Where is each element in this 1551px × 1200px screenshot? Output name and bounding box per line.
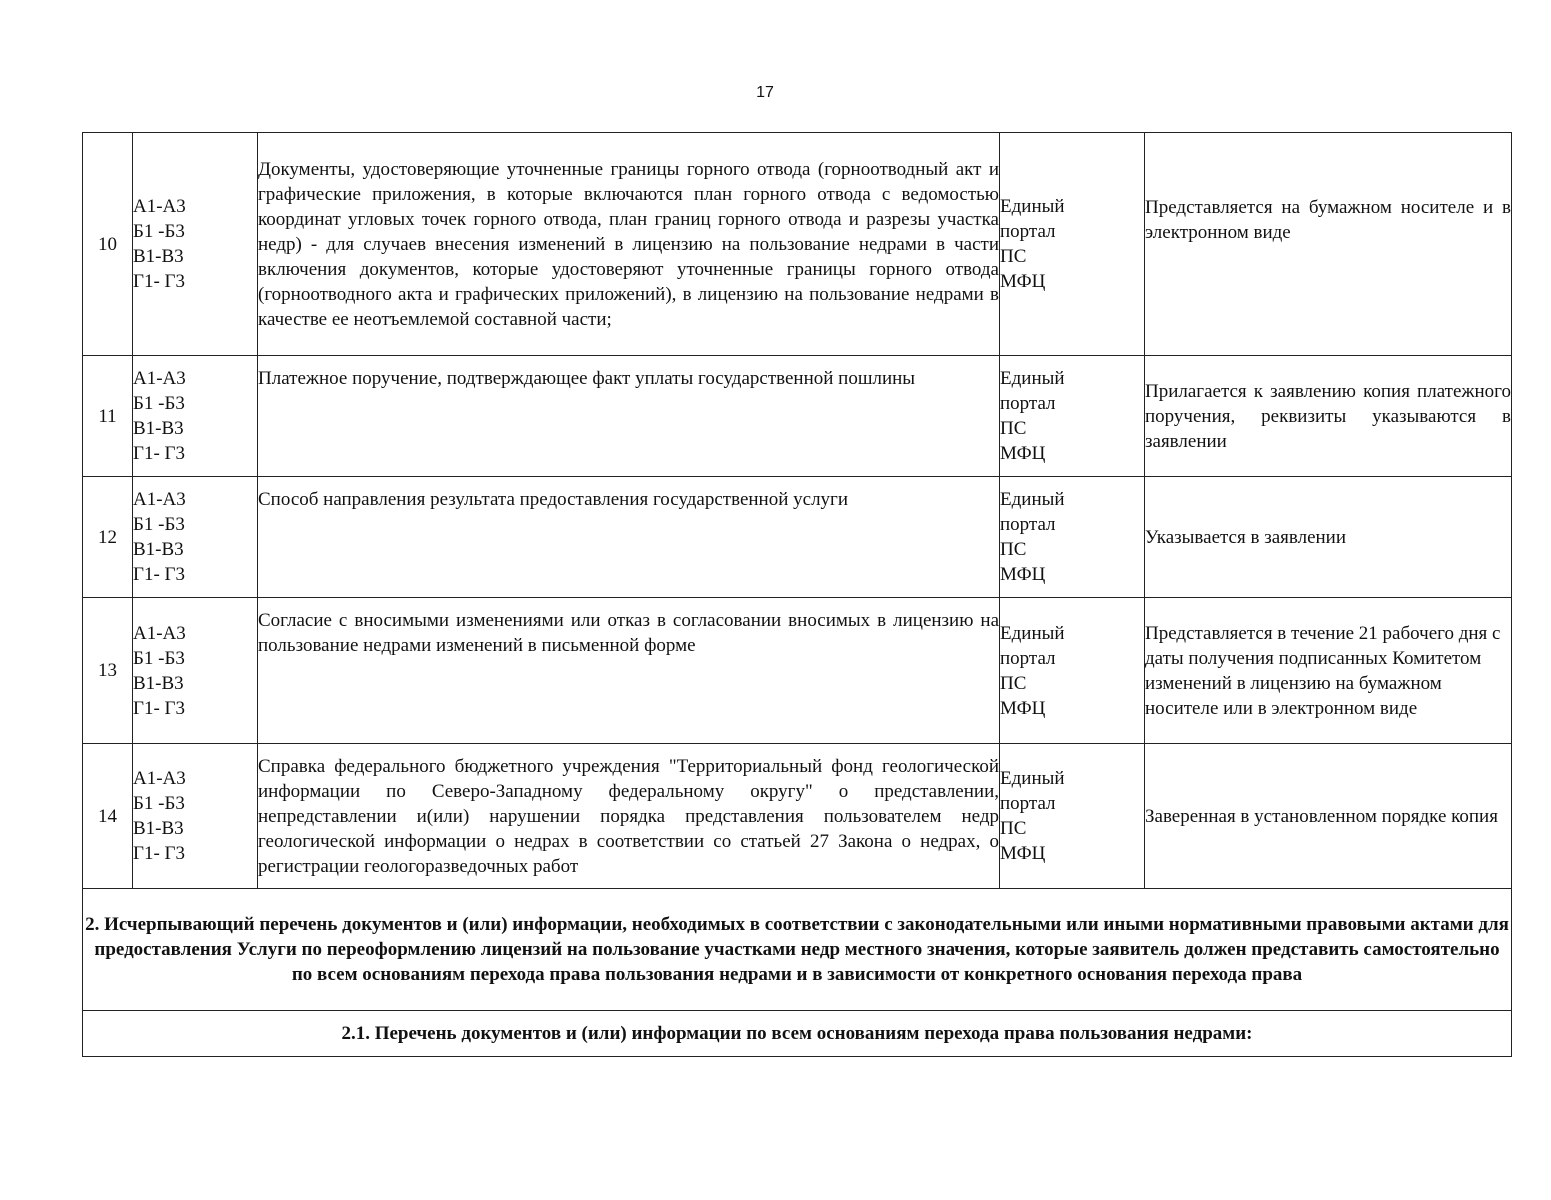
table-row — [83, 477, 1512, 598]
applicant-codes — [133, 598, 258, 744]
code-b: Б1 -Б3 — [133, 514, 185, 535]
row-number: 13 — [83, 598, 133, 744]
channel-unified: Единый — [1000, 368, 1065, 389]
code-a: А1-А3 — [133, 196, 186, 217]
channel-mfc: МФЦ — [1000, 564, 1046, 585]
row-number: 10 — [83, 133, 133, 356]
submission-note: Представляется в течение 21 рабочего дня с даты получения подписанных Комитетом изменений в лицензию на бумажном носителе или в электронном виде — [1145, 598, 1512, 744]
submission-channels — [1000, 356, 1145, 477]
channel-mfc: МФЦ — [1000, 443, 1046, 464]
code-a: А1-А3 — [133, 368, 186, 389]
channel-ps: ПС — [1000, 818, 1027, 839]
channel-unified: Единый — [1000, 768, 1065, 789]
code-g: Г1- Г3 — [133, 271, 186, 292]
channel-mfc: МФЦ — [1000, 271, 1046, 292]
submission-note: Представляется на бумажном носителе и в электронном виде — [1145, 133, 1512, 356]
applicant-codes — [133, 744, 258, 889]
submission-note: Заверенная в установленном порядке копия — [1145, 744, 1512, 889]
channel-ps: ПС — [1000, 418, 1027, 439]
section-heading: 2. Исчерпывающий перечень документов и (или) информации, необходимых в соответствии с законодательными или иными нормативными правовыми актами для предоставления Услуги по переоформлению лицензий на пользование участками недр местного значения, которые заявитель должен представить самостоятельно по всем основаниям перехода права пользования недрами и в зависимости от конкретного основания перехода права — [83, 889, 1512, 1011]
applicant-codes — [133, 133, 258, 356]
document-description: Согласие с вносимыми изменениями или отказ в согласовании вносимых в лицензию на пользование недрами изменений в письменной форме — [258, 598, 1000, 744]
page-number: 17 — [756, 84, 774, 101]
code-g: Г1- Г3 — [133, 843, 186, 864]
document-description: Документы, удостоверяющие уточненные границы горного отвода (горноотводный акт и графические приложения, в которые включаются план горного отвода с ведомостью координат угловых точек горного отвода, план границ горного отвода и разрезы участка недр) - для случаев внесения изменений в лицензию на пользование недрами в части включения документов, которые удостоверяют уточненные границы горного отвода (горноотводного акта и графических приложений), в лицензию на пользование недрами в качестве ее неотъемлемой составной части; — [258, 133, 1000, 356]
applicant-codes — [133, 477, 258, 598]
submission-channels — [1000, 598, 1145, 744]
channel-unified: Единый — [1000, 489, 1065, 510]
channel-portal: портал — [1000, 514, 1056, 535]
code-v: В1-В3 — [133, 539, 184, 560]
channel-mfc: МФЦ — [1000, 843, 1046, 864]
channel-portal: портал — [1000, 647, 1056, 669]
table-row — [83, 598, 1512, 744]
channel-ps: ПС — [1000, 672, 1027, 694]
channel-portal: портал — [1000, 221, 1056, 242]
code-v: В1-В3 — [133, 418, 184, 439]
channel-ps: ПС — [1000, 539, 1027, 560]
code-g: Г1- Г3 — [133, 564, 186, 585]
document-description: Справка федерального бюджетного учреждения "Территориальный фонд геологической информации по Северо-Западному федеральному округу" о представлении, непредставлении и(или) нарушении порядка представления пользователем недр геологической информации о недрах в соответствии со статьей 27 Закона о недрах, о регистрации геологоразведочных работ — [258, 744, 1000, 889]
code-b: Б1 -Б3 — [133, 221, 185, 242]
table-row — [83, 356, 1512, 477]
code-v: В1-В3 — [133, 246, 184, 267]
document-description: Платежное поручение, подтверждающее факт уплаты государственной пошлины — [258, 356, 1000, 477]
row-number: 12 — [83, 477, 133, 598]
row-number: 11 — [83, 356, 133, 477]
code-v: В1-В3 — [133, 672, 184, 694]
channel-portal: портал — [1000, 393, 1056, 414]
submission-note: Указывается в заявлении — [1145, 477, 1512, 598]
section-row — [83, 889, 1512, 1011]
channel-unified: Единый — [1000, 196, 1065, 217]
code-a: А1-А3 — [133, 622, 186, 644]
code-b: Б1 -Б3 — [133, 393, 185, 414]
channel-portal: портал — [1000, 793, 1056, 814]
subsection-row — [83, 1011, 1512, 1057]
code-a: А1-А3 — [133, 489, 186, 510]
submission-channels — [1000, 744, 1145, 889]
code-g: Г1- Г3 — [133, 443, 186, 464]
table-row — [83, 133, 1512, 356]
applicant-codes — [133, 356, 258, 477]
row-number: 14 — [83, 744, 133, 889]
submission-channels — [1000, 477, 1145, 598]
document-description: Способ направления результата предоставления государственной услуги — [258, 477, 1000, 598]
code-b: Б1 -Б3 — [133, 647, 185, 669]
channel-unified: Единый — [1000, 622, 1065, 644]
documents-table — [82, 132, 1512, 1057]
subsection-heading: 2.1. Перечень документов и (или) информации по всем основаниям перехода права пользования недрами: — [83, 1011, 1512, 1057]
code-a: А1-А3 — [133, 768, 186, 789]
code-v: В1-В3 — [133, 818, 184, 839]
code-b: Б1 -Б3 — [133, 793, 185, 814]
submission-note: Прилагается к заявлению копия платежного поручения, реквизиты указываются в заявлении — [1145, 356, 1512, 477]
channel-ps: ПС — [1000, 246, 1027, 267]
code-g: Г1- Г3 — [133, 697, 186, 719]
channel-mfc: МФЦ — [1000, 697, 1046, 719]
submission-channels — [1000, 133, 1145, 356]
table-row — [83, 744, 1512, 889]
